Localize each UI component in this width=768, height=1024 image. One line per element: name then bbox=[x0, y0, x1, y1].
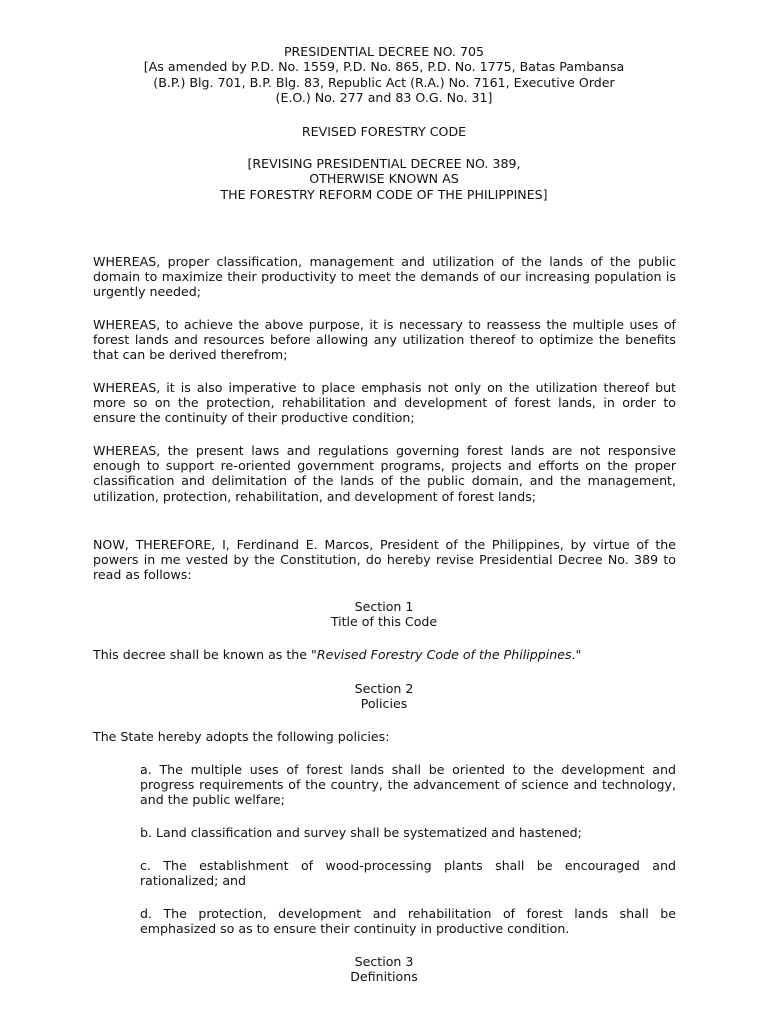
policy-item-d: d. The protection, development and rehabilitation of forest lands shall be emphasized so as to ensure their continuity in productive condition. bbox=[140, 906, 676, 937]
revising-block bbox=[60, 156, 708, 202]
section-1-heading bbox=[60, 599, 708, 630]
code-title bbox=[60, 124, 708, 139]
section-2-intro: The State hereby adopts the following policies: bbox=[93, 729, 390, 744]
amendment-line-2: (B.P.) Blg. 701, B.P. Blg. 83, Republic Act (R.A.) No. 7161, Executive Order bbox=[153, 74, 615, 90]
whereas-paragraph-4: WHEREAS, the present laws and regulations governing forest lands are not responsive enough to support re-oriented government programs, projects and efforts on the proper classification and delimitation of the lands of the public domain, and the management, utilization, protection, rehabilitation, and development of forest lands; bbox=[93, 443, 676, 504]
section-1-text-after: ." bbox=[571, 647, 582, 662]
whereas-paragraph-2: WHEREAS, to achieve the above purpose, it is necessary to reassess the multiple uses of forest lands and resources before allowing any utilization thereof to optimize the benefits that can be derived therefrom; bbox=[93, 317, 676, 363]
code-name-italic: Revised Forestry Code of the Philippines bbox=[316, 647, 572, 662]
decree-number: PRESIDENTIAL DECREE NO. 705 bbox=[283, 44, 485, 59]
policy-item-a: a. The multiple uses of forest lands shall be oriented to the development and progress requirements of the country, the advancement of science and technology, and the public welfare; bbox=[140, 762, 676, 808]
decree-header bbox=[60, 44, 708, 106]
revising-line-2: OTHERWISE KNOWN AS bbox=[309, 171, 459, 187]
policy-item-b: b. Land classification and survey shall be systematized and hastened; bbox=[140, 825, 582, 840]
revising-line-1: [REVISING PRESIDENTIAL DECREE NO. 389, bbox=[247, 156, 521, 171]
amendment-line-3: (E.O.) No. 277 and 83 O.G. No. 31] bbox=[275, 90, 493, 106]
section-2-heading bbox=[60, 681, 708, 712]
section-3-title: Definitions bbox=[350, 969, 418, 985]
section-1-text-before: This decree shall be known as the " bbox=[93, 647, 317, 662]
section-1-title: Title of this Code bbox=[330, 614, 438, 630]
section-1-text bbox=[93, 647, 676, 662]
now-therefore-paragraph: NOW, THEREFORE, I, Ferdinand E. Marcos, President of the Philippines, by virtue of the powers in me vested by the Constitution, do hereby revise Presidential Decree No. 389 to read as follows: bbox=[93, 537, 676, 583]
section-2-number: Section 2 bbox=[354, 681, 414, 696]
policy-item-c: c. The establishment of wood-processing plants shall be encouraged and rationalized; and bbox=[140, 858, 676, 889]
section-1-number: Section 1 bbox=[354, 599, 414, 614]
whereas-paragraph-1: WHEREAS, proper classification, management and utilization of the lands of the public domain to maximize their productivity to meet the demands of our increasing population is urgently needed; bbox=[93, 254, 676, 300]
code-title-text: REVISED FORESTRY CODE bbox=[301, 124, 467, 139]
whereas-paragraph-3: WHEREAS, it is also imperative to place emphasis not only on the utilization thereof but more so on the protection, rehabilitation and development of forest lands, in order to ensure the continuity of their productive condition; bbox=[93, 380, 676, 426]
section-3-number: Section 3 bbox=[354, 954, 414, 969]
amendment-line-1: [As amended by P.D. No. 1559, P.D. No. 865, P.D. No. 1775, Batas Pambansa bbox=[143, 59, 625, 75]
revising-line-3: THE FORESTRY REFORM CODE OF THE PHILIPPINES] bbox=[220, 186, 548, 202]
section-2-title: Policies bbox=[360, 696, 408, 712]
section-3-heading bbox=[60, 954, 708, 985]
